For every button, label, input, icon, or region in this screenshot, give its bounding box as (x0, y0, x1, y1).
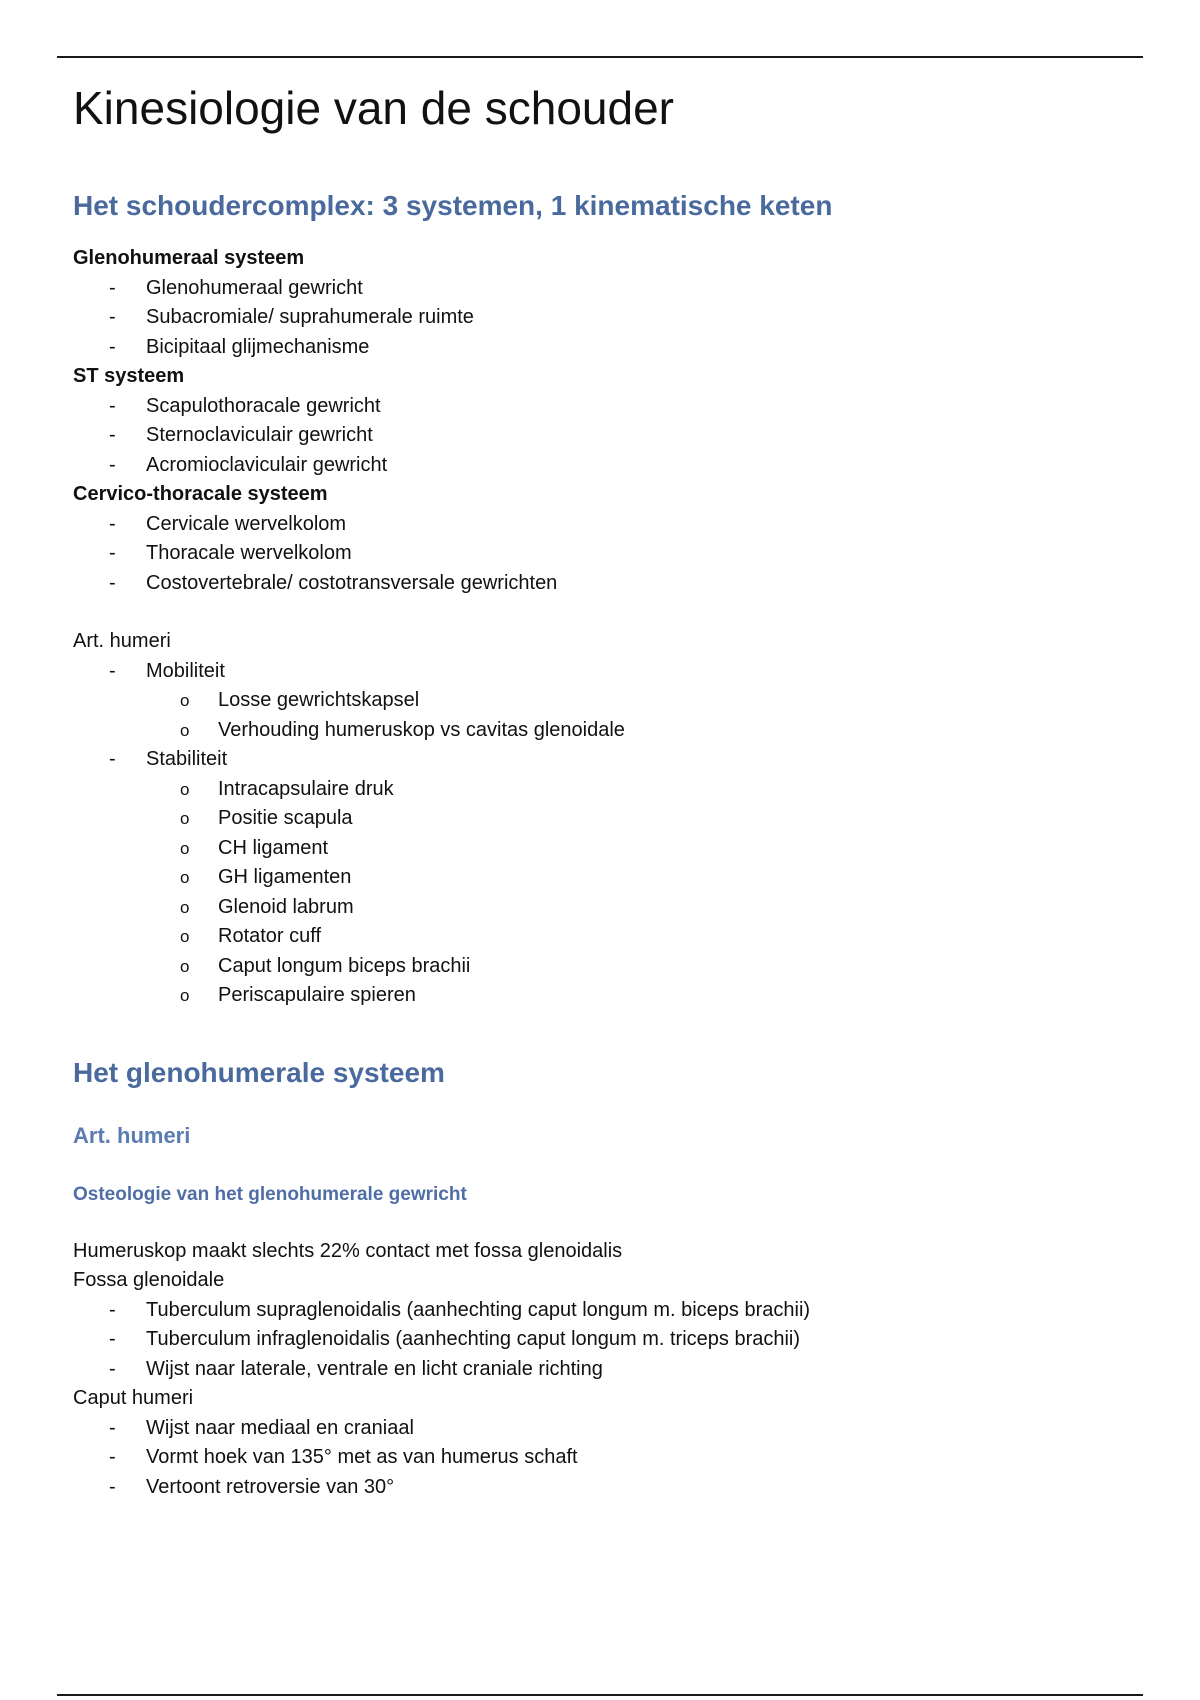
group-list-st (73, 392, 1133, 481)
subheading-art-humeri: Art. humeri (73, 1122, 191, 1148)
sub-list-item: o Intracapsulaire druk (180, 777, 394, 800)
fossa-label: Fossa glenoidale (73, 1269, 225, 1291)
fossa-list (73, 1296, 1133, 1385)
top-rule (57, 56, 1143, 58)
sub-list-item: o Rotator cuff (180, 925, 322, 947)
list-item: - Wijst naar laterale, ventrale en licht craniale richting (109, 1357, 603, 1380)
group-label-st: ST systeem (73, 365, 185, 387)
caput-list (73, 1414, 1133, 1503)
document-title: Kinesiologie van de schouder (73, 82, 674, 134)
sub-list-item: o Verhouding humeruskop vs cavitas glenoidale (180, 718, 625, 741)
list-item: - Acromioclaviculair gewricht (109, 453, 388, 476)
bottom-rule (57, 1694, 1143, 1696)
list-item: - Tuberculum supraglenoidalis (aanhechting caput longum m. biceps brachii) (109, 1298, 811, 1321)
art-humeri-label: Art. humeri (73, 630, 171, 652)
list-item-stabiliteit: - Stabiliteit (109, 748, 228, 770)
sub-list-item: o Glenoid labrum (180, 895, 354, 918)
intro-line: Humeruskop maakt slechts 22% contact met fossa glenoidalis (73, 1239, 623, 1262)
sub-list-item: o CH ligament (180, 836, 329, 859)
list-item: - Sternoclaviculair gewricht (109, 424, 373, 446)
list-item: - Costovertebrale/ costotransversale gewrichten (109, 571, 558, 594)
list-item: - Bicipitaal glijmechanisme (109, 335, 370, 358)
group-label-cervico-thoracale: Cervico-thoracale systeem (73, 483, 328, 505)
caput-label: Caput humeri (73, 1387, 194, 1409)
document-body (73, 78, 1133, 1502)
sub-list-item: o Losse gewrichtskapsel (180, 689, 420, 711)
list-item: - Vertoont retroversie van 30° (109, 1475, 395, 1498)
section-heading-schoudercomplex: Het schoudercomplex: 3 systemen, 1 kinematische keten (73, 190, 833, 221)
list-item: - Cervicale wervelkolom (109, 512, 347, 535)
list-item: - Wijst naar mediaal en craniaal (109, 1416, 414, 1439)
art-humeri-list (73, 657, 1133, 1011)
sub-list-item: o Positie scapula (180, 807, 353, 829)
group-label-glenohumeraal: Glenohumeraal systeem (73, 247, 305, 269)
list-item: - Glenohumeraal gewricht (109, 276, 363, 299)
list-item: - Subacromiale/ suprahumerale ruimte (109, 306, 474, 328)
subheading-osteologie: Osteologie van het glenohumerale gewricht (73, 1183, 467, 1205)
group-list-glenohumeraal (73, 274, 1133, 363)
section-heading-glenohumerale: Het glenohumerale systeem (73, 1056, 445, 1088)
list-item: - Vormt hoek van 135° met as van humerus schaft (109, 1446, 578, 1468)
sub-list-item: o Caput longum biceps brachii (180, 954, 471, 977)
list-item-mobiliteit: - Mobiliteit (109, 659, 225, 682)
group-list-cervico-thoracale (73, 510, 1133, 599)
sub-list-item: o GH ligamenten (180, 866, 352, 888)
sub-list-item: o Periscapulaire spieren (180, 984, 416, 1006)
list-item: - Tuberculum infraglenoidalis (aanhechting caput longum m. triceps brachii) (109, 1328, 801, 1350)
list-item: - Scapulothoracale gewricht (109, 394, 381, 417)
list-item: - Thoracale wervelkolom (109, 542, 352, 564)
